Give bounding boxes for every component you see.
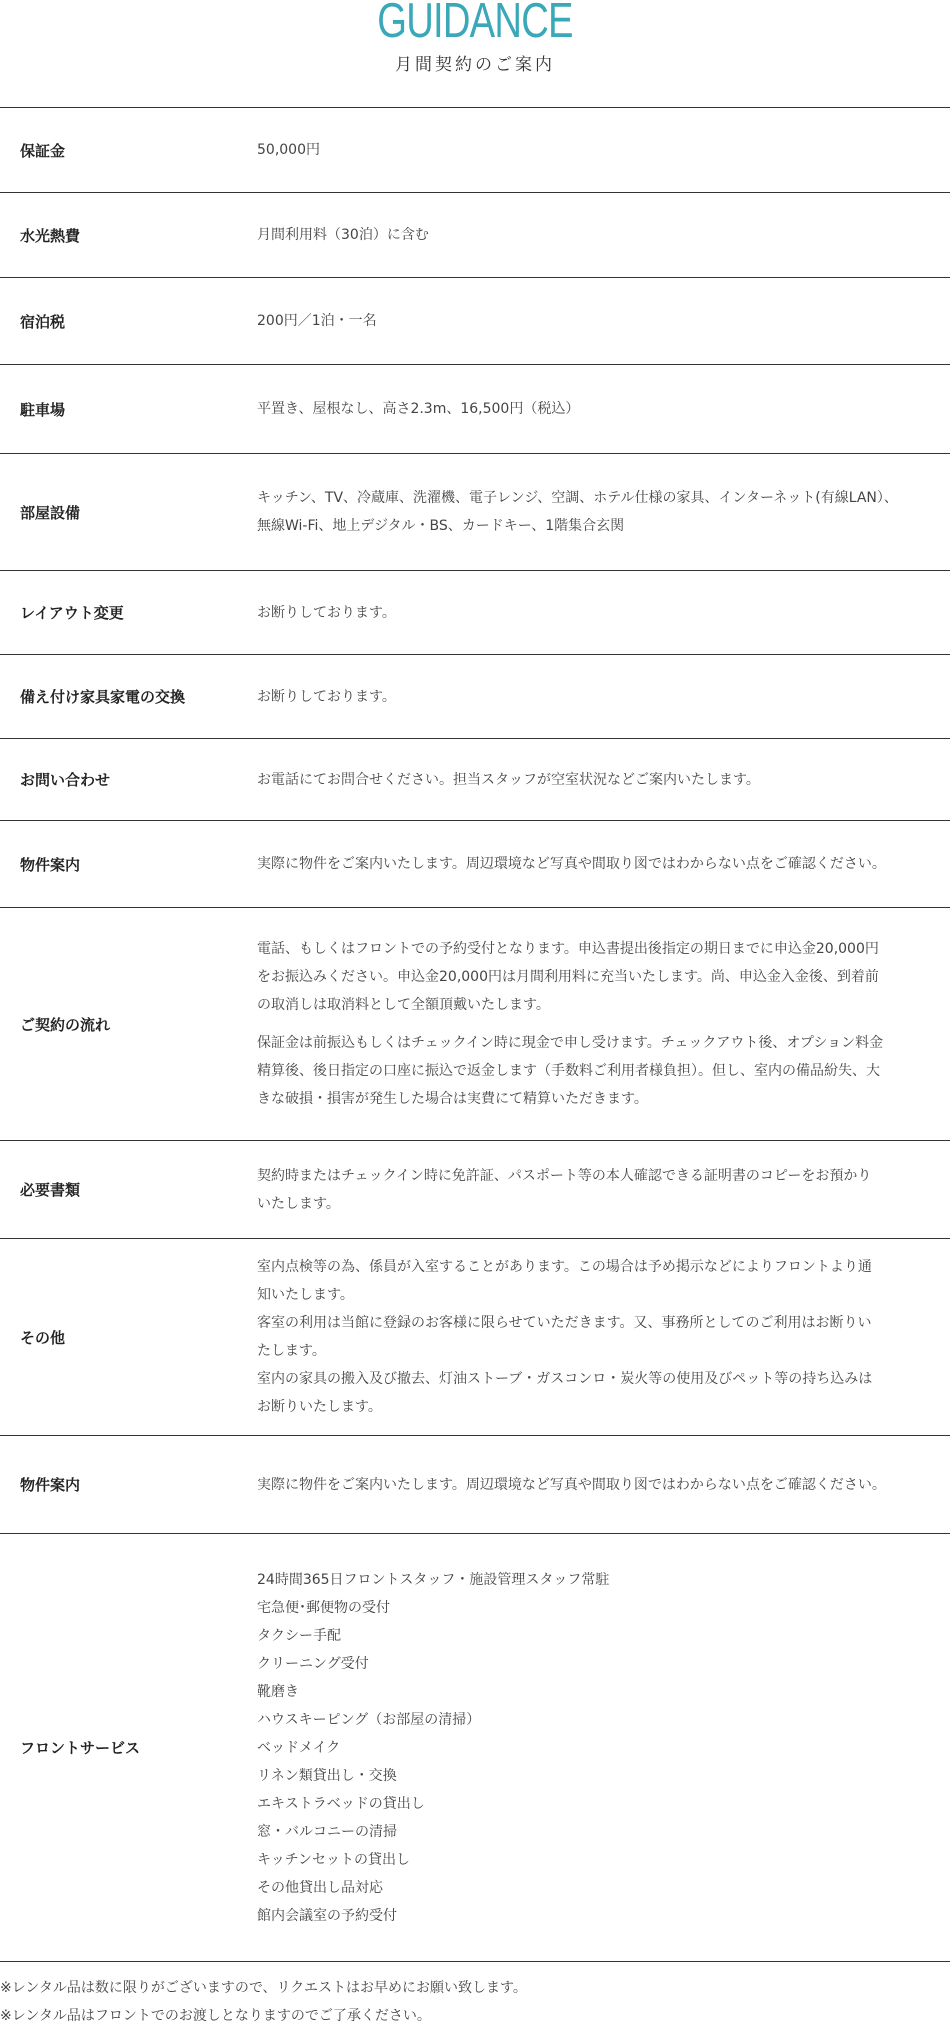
table-row xyxy=(0,739,950,821)
value-line: 知いたします。 xyxy=(257,1287,354,1303)
table-row xyxy=(0,571,950,655)
value-line: きな破損・損害が発生した場合は実費にて精算いただきます。 xyxy=(257,1091,648,1107)
page-subtitle: 月間契約のご案内 xyxy=(395,55,555,75)
value-line: お断りしております。 xyxy=(257,688,396,705)
row-label: 物件案内 xyxy=(20,1476,81,1494)
value-line: たします。 xyxy=(257,1343,326,1359)
value-line: 電話、もしくはフロントでの予約受付となります。申込書提出後指定の期日までに申込金20,000円 xyxy=(257,941,879,957)
row-label: その他 xyxy=(20,1328,66,1347)
row-label: 宿泊税 xyxy=(20,312,66,331)
note-line: ※レンタル品はフロントでのお渡しとなりますのでご了承ください。 xyxy=(0,2008,431,2024)
value-line: 館内会議室の予約受付 xyxy=(257,1907,397,1924)
table-row xyxy=(0,454,950,571)
value-line: 客室の利用は当館に登録のお客様に限らせていただきます。又、事務所としてのご利用はお断りい xyxy=(257,1315,872,1331)
value-line: 室内点検等の為、係員が入室することがあります。この場合は予め掲示などによりフロントより通 xyxy=(257,1259,872,1275)
row-label: レイアウト変更 xyxy=(20,604,124,622)
table-row xyxy=(0,278,950,365)
value-line: 精算後、後日指定の口座に振込で返金します（手数料ご利用者様負担）。但し、室内の備品紛失、大 xyxy=(257,1063,880,1079)
value-line: 保証金は前振込もしくはチェックイン時に現金で申し受けます。チェックアウト後、オプション料金 xyxy=(257,1035,884,1051)
value-line: お断りしております。 xyxy=(257,604,396,621)
row-value xyxy=(257,136,950,164)
value-line: をお振込みください。申込金20,000円は月間利用料に充当いたします。尚、申込金入金後、到着前 xyxy=(257,969,879,985)
row-value xyxy=(257,1566,950,1930)
row-value xyxy=(257,1471,950,1499)
value-line: 実際に物件をご案内いたします。周辺環境など写真や間取り図ではわからない点をご確認ください。 xyxy=(257,1476,886,1493)
table-row xyxy=(0,1141,950,1239)
value-line: 無線Wi-Fi、地上デジタル・BS、カードキー、1階集合玄関 xyxy=(257,518,625,534)
row-label: お問い合わせ xyxy=(20,771,111,789)
row-value xyxy=(257,221,950,249)
guidance-header xyxy=(0,0,950,108)
row-label: 備え付け家具家電の交換 xyxy=(20,688,186,706)
row-value xyxy=(257,766,950,794)
guidance-logo: GUIDANCE xyxy=(377,0,573,48)
row-label: フロントサービス xyxy=(20,1739,141,1757)
row-label: 水光熱費 xyxy=(20,226,81,245)
row-value xyxy=(257,1162,950,1218)
value-line: 24時間365日フロントスタッフ・施設管理スタッフ常駐 xyxy=(257,1571,610,1588)
table-row xyxy=(0,655,950,739)
row-value xyxy=(257,307,950,335)
value-line: 窓・バルコニーの清掃 xyxy=(257,1823,397,1840)
value-line: 実際に物件をご案内いたします。周辺環境など写真や間取り図ではわからない点をご確認ください。 xyxy=(257,856,886,872)
value-line: ベッドメイク xyxy=(257,1739,341,1756)
value-line: クリーニング受付 xyxy=(257,1655,369,1672)
value-line: 200円／1泊・一名 xyxy=(257,313,377,329)
value-line: リネン類貸出し・交換 xyxy=(257,1767,397,1784)
row-value xyxy=(257,599,950,627)
value-line: タクシー手配 xyxy=(257,1627,341,1644)
table-row xyxy=(0,1436,950,1534)
table-row xyxy=(0,821,950,908)
value-line: 契約時またはチェックイン時に免許証、パスポート等の本人確認できる証明書のコピーをお預かり xyxy=(257,1167,872,1184)
value-line: 平置き、屋根なし、高さ2.3m、16,500円（税込） xyxy=(257,401,580,417)
row-label: 物件案内 xyxy=(20,855,81,874)
row-value xyxy=(257,850,950,878)
table-row xyxy=(0,1534,950,1962)
row-label: 部屋設備 xyxy=(20,503,81,522)
value-line: キッチンセットの貸出し xyxy=(257,1851,411,1868)
guidance-table xyxy=(0,108,950,1962)
row-label: 保証金 xyxy=(20,141,66,160)
value-line: 宅急便･郵便物の受付 xyxy=(257,1599,390,1616)
row-value xyxy=(257,935,950,1113)
row-value xyxy=(257,484,950,540)
row-label: 駐車場 xyxy=(20,400,66,419)
value-line: 月間利用料（30泊）に含む xyxy=(257,227,429,243)
value-line: の取消しは取消料として全額頂戴いたします。 xyxy=(257,997,550,1013)
row-label: 必要書類 xyxy=(20,1181,81,1199)
row-label: ご契約の流れ xyxy=(20,1015,111,1034)
table-row xyxy=(0,1239,950,1436)
table-row xyxy=(0,193,950,278)
table-row xyxy=(0,108,950,193)
value-line: 靴磨き xyxy=(257,1683,299,1700)
row-value xyxy=(257,395,950,423)
row-value xyxy=(257,1253,950,1421)
value-line: ハウスキーピング（お部屋の清掃） xyxy=(257,1711,481,1728)
value-line: 室内の家具の搬入及び撤去、灯油ストーブ・ガスコンロ・炭火等の使用及びペット等の持ち込みは xyxy=(257,1371,873,1387)
value-line: お断りいたします。 xyxy=(257,1399,382,1415)
value-line: 50,000円 xyxy=(257,142,320,158)
note-line: ※レンタル品は数に限りがございますので、リクエストはお早めにお願い致します。 xyxy=(0,1980,527,1996)
table-row xyxy=(0,365,950,454)
row-value xyxy=(257,683,950,711)
value-line: いたします。 xyxy=(257,1195,340,1212)
value-line: お電話にてお問合せください。担当スタッフが空室状況などご案内いたします。 xyxy=(257,771,760,788)
rental-notes xyxy=(0,1962,950,2030)
value-line: キッチン、TV、冷蔵庫、洗濯機、電子レンジ、空調、ホテル仕様の家具、インターネット(有線LAN）、 xyxy=(257,490,898,506)
value-line: その他貸出し品対応 xyxy=(257,1879,383,1896)
value-line: エキストラベッドの貸出し xyxy=(257,1795,425,1812)
table-row xyxy=(0,908,950,1141)
